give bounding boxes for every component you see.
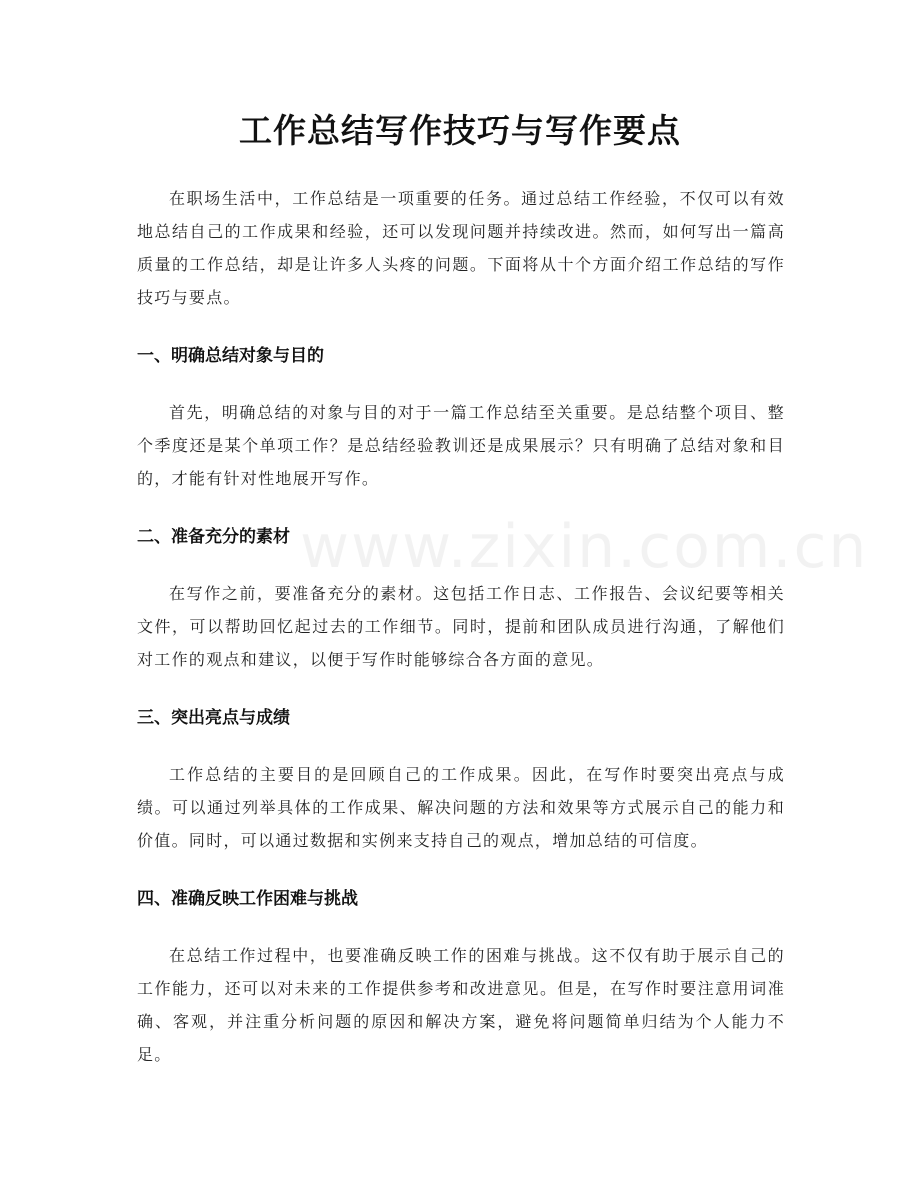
section-heading-2: 二、准备充分的素材 [137,527,290,547]
intro-paragraph: 在职场生活中，工作总结是一项重要的任务。通过总结工作经验，不仅可以有效地总结自己的工作成果和经验，还可以发现问题并持续改进。然而，如何写出一篇高质量的工作总结，却是让许多人头疼的问题。下面将从十个方面介绍工作总结的写作技巧与要点。 [137,189,785,307]
section-paragraph-3: 工作总结的主要目的是回顾自己的工作成果。因此，在写作时要突出亮点与成绩。可以通过列举具体的工作成果、解决问题的方法和效果等方式展示自己的能力和价值。同时，可以通过数据和实例来支持自己的观点，增加总结的可信度。 [137,765,785,850]
section-paragraph-4: 在总结工作过程中，也要准确反映工作的困难与挑战。这不仅有助于展示自己的工作能力，还可以对未来的工作提供参考和改进意见。但是，在写作时要注意用词准确、客观，并注重分析问题的原因和解决方案，避免将问题简单归结为个人能力不足。 [137,946,785,1064]
document-title: 工作总结写作技巧与写作要点 [239,111,681,150]
section-heading-4: 四、准确反映工作困难与挑战 [137,889,358,909]
document-body [137,182,785,1071]
section-paragraph-1: 首先，明确总结的对象与目的对于一篇工作总结至关重要。是总结整个项目、整个季度还是某个单项工作？是总结经验教训还是成果展示？只有明确了总结对象和目的，才能有针对性地展开写作。 [137,403,785,488]
section-heading-1: 一、明确总结对象与目的 [137,346,324,366]
section-paragraph-2: 在写作之前，要准备充分的素材。这包括工作日志、工作报告、会议纪要等相关文件，可以帮助回忆起过去的工作细节。同时，提前和团队成员进行沟通，了解他们对工作的观点和建议，以便于写作时能够综合各方面的意见。 [137,584,785,669]
section-heading-3: 三、突出亮点与成绩 [137,708,290,728]
watermark: www.zixin.com.cn [300,512,869,582]
